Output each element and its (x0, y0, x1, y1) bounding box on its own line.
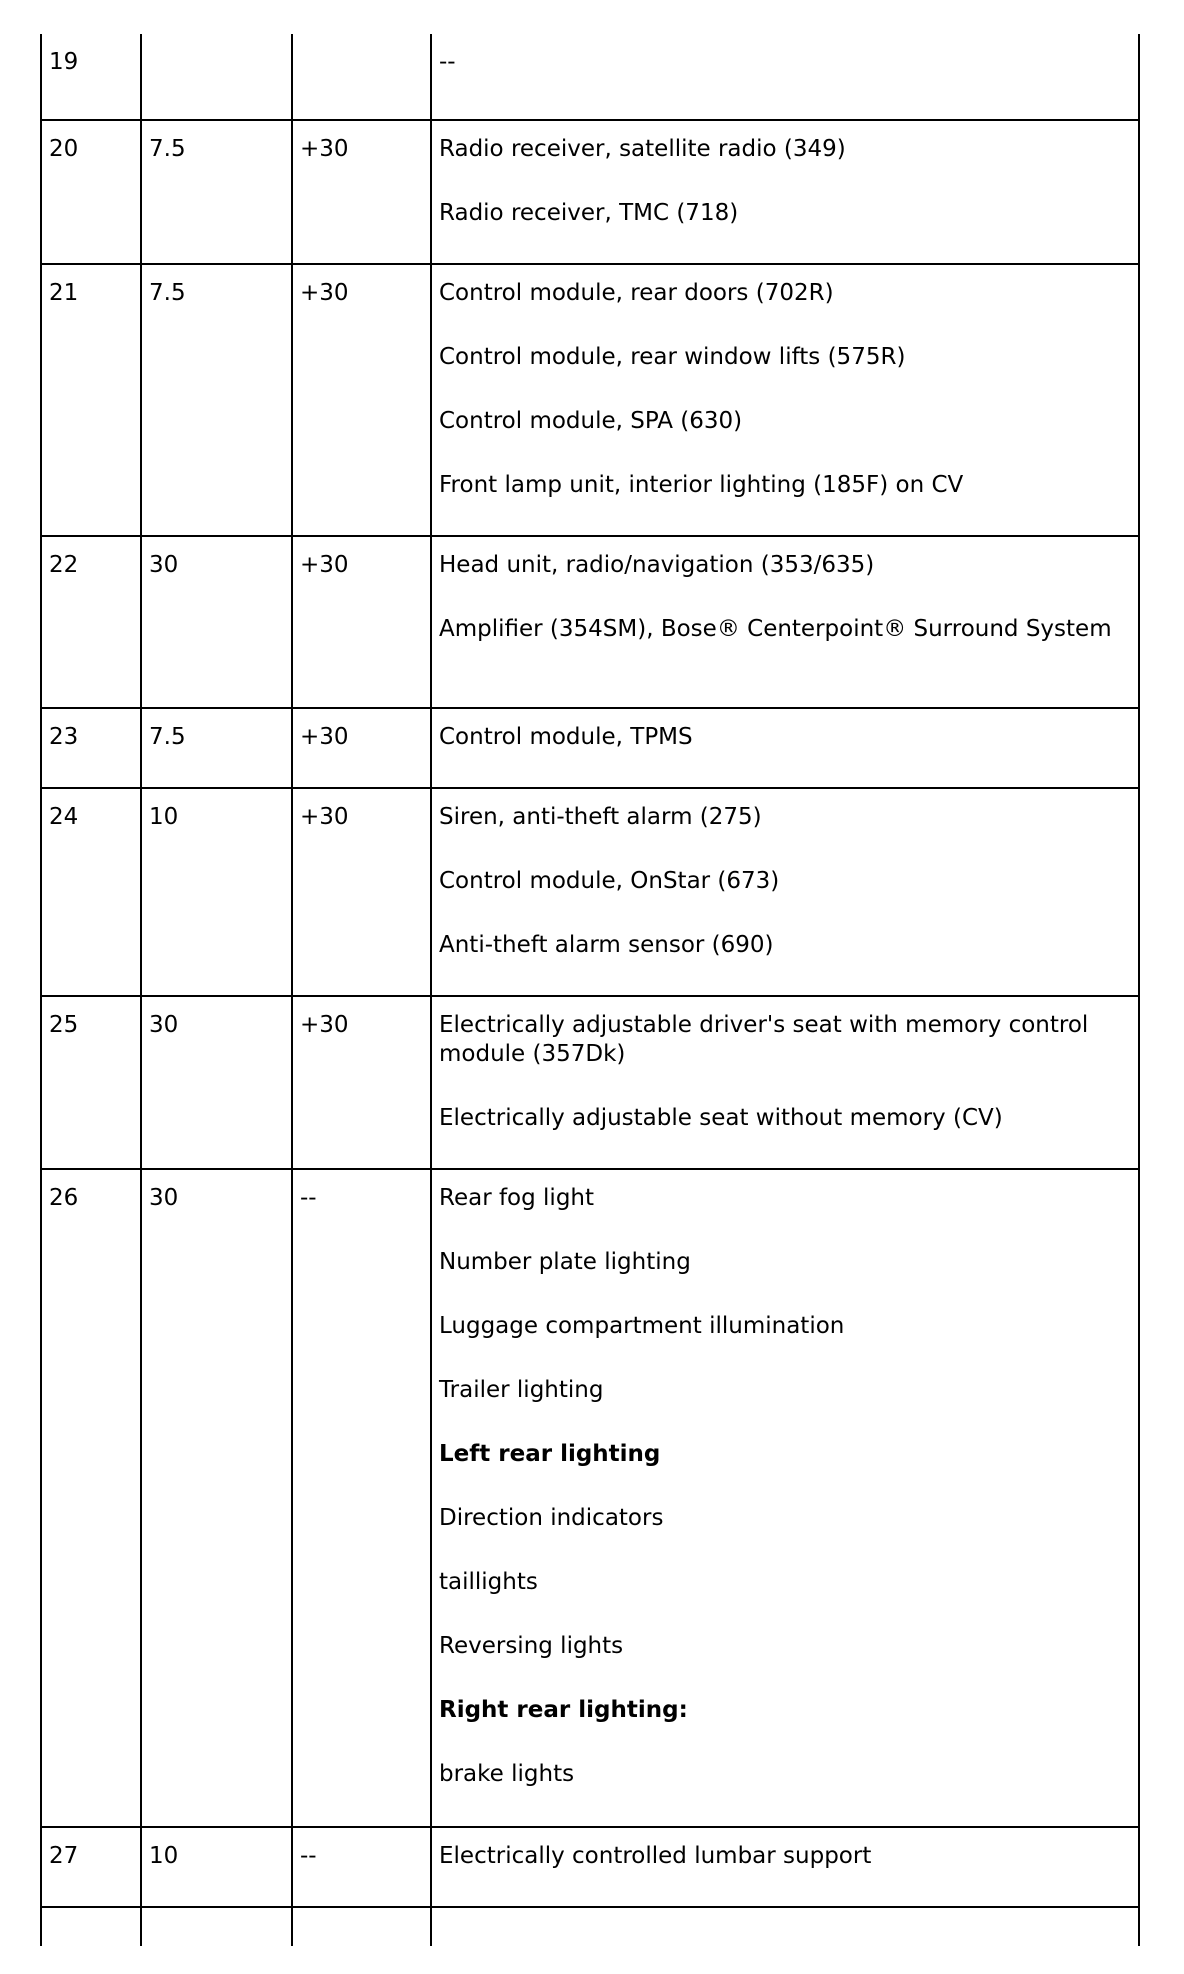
fuse-number-cell: 25 (41, 996, 141, 1169)
amperage-cell: 10 (141, 788, 292, 996)
fuse-number-cell: 22 (41, 536, 141, 708)
table-row (41, 120, 1139, 264)
table-row (41, 1827, 1139, 1907)
circuit-cell: +30 (292, 536, 431, 708)
fuse-number-cell: 23 (41, 708, 141, 788)
table-row (41, 34, 1139, 120)
table-row (41, 996, 1139, 1169)
amperage-cell: 7.5 (141, 708, 292, 788)
description-line: Radio receiver, satellite radio (349) (439, 136, 846, 162)
table-row (41, 708, 1139, 788)
table-row (41, 1169, 1139, 1827)
amperage-cell (141, 34, 292, 120)
description-cell (431, 1169, 1139, 1827)
description-cell (431, 536, 1139, 708)
circuit-cell (292, 34, 431, 120)
description-line: Electrically controlled lumbar support (439, 1843, 872, 1869)
description-line: Rear fog light (439, 1185, 595, 1211)
description-line: Siren, anti-theft alarm (275) (439, 804, 762, 830)
description-line: Control module, SPA (630) (439, 408, 743, 434)
description-line: Front lamp unit, interior lighting (185F) on CV (439, 472, 964, 498)
description-cell (431, 1827, 1139, 1907)
fuse-number-cell: 20 (41, 120, 141, 264)
description-line: Anti-theft alarm sensor (690) (439, 932, 774, 958)
description-cell (431, 264, 1139, 536)
description-line: Control module, rear doors (702R) (439, 280, 834, 306)
table-row (41, 536, 1139, 708)
fuse-number-cell: 26 (41, 1169, 141, 1827)
description-line: Electrically adjustable driver's seat with memory control module (357Dk) (439, 1012, 1089, 1067)
description-line: Luggage compartment illumination (439, 1313, 845, 1339)
fuse-table-body (41, 34, 1139, 1946)
empty-cell (431, 1907, 1139, 1946)
fuse-number-cell: 24 (41, 788, 141, 996)
description-line: Control module, rear window lifts (575R) (439, 344, 906, 370)
description-line: Head unit, radio/navigation (353/635) (439, 552, 875, 578)
description-heading: Left rear lighting (439, 1441, 661, 1467)
description-line: brake lights (439, 1761, 575, 1787)
circuit-cell: -- (292, 1169, 431, 1827)
description-cell (431, 996, 1139, 1169)
circuit-cell: +30 (292, 788, 431, 996)
description-line: taillights (439, 1569, 538, 1595)
description-cell (431, 34, 1139, 120)
table-row (41, 264, 1139, 536)
description-line: Amplifier (354SM), Bose® Centerpoint® Surround System (439, 616, 1112, 642)
description-line: Trailer lighting (439, 1377, 604, 1403)
table-row-continuation (41, 1907, 1139, 1946)
description-line: Direction indicators (439, 1505, 664, 1531)
circuit-cell: +30 (292, 120, 431, 264)
description-line: Number plate lighting (439, 1249, 691, 1275)
circuit-cell: +30 (292, 708, 431, 788)
description-line: Control module, OnStar (673) (439, 868, 780, 894)
amperage-cell: 7.5 (141, 264, 292, 536)
amperage-cell: 30 (141, 536, 292, 708)
table-row (41, 788, 1139, 996)
amperage-cell: 30 (141, 996, 292, 1169)
description-line: Reversing lights (439, 1633, 624, 1659)
fuse-number-cell: 21 (41, 264, 141, 536)
amperage-cell: 10 (141, 1827, 292, 1907)
description-line: -- (439, 49, 456, 75)
amperage-cell: 7.5 (141, 120, 292, 264)
circuit-cell: +30 (292, 996, 431, 1169)
empty-cell (41, 1907, 141, 1946)
amperage-cell: 30 (141, 1169, 292, 1827)
description-cell (431, 788, 1139, 996)
circuit-cell: +30 (292, 264, 431, 536)
fuse-table (40, 34, 1140, 1946)
circuit-cell: -- (292, 1827, 431, 1907)
description-cell (431, 120, 1139, 264)
fuse-number-cell: 19 (41, 34, 141, 120)
description-line: Electrically adjustable seat without memory (CV) (439, 1105, 1003, 1131)
description-cell (431, 708, 1139, 788)
empty-cell (292, 1907, 431, 1946)
description-line: Radio receiver, TMC (718) (439, 200, 739, 226)
description-heading: Right rear lighting: (439, 1697, 688, 1723)
description-line: Control module, TPMS (439, 724, 693, 750)
empty-cell (141, 1907, 292, 1946)
fuse-number-cell: 27 (41, 1827, 141, 1907)
